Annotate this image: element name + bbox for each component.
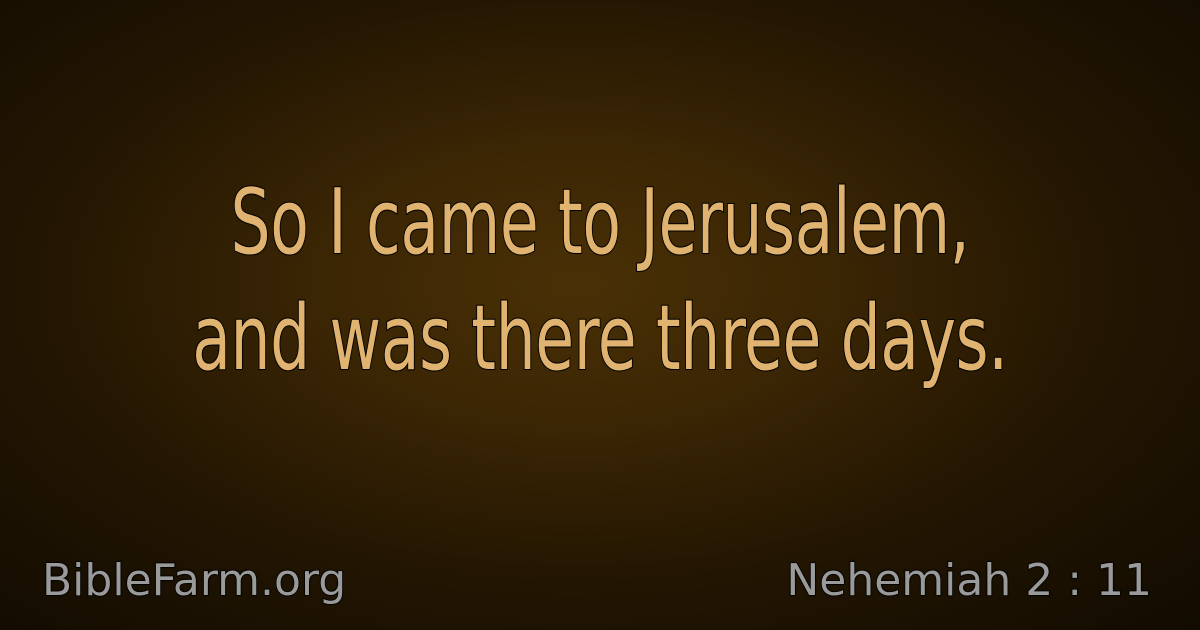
- verse-line-2: and was there three days.: [192, 286, 1008, 391]
- verse-line-1: So I came to Jerusalem,: [230, 170, 970, 275]
- verse-reference: Nehemiah 2 : 11: [786, 555, 1152, 606]
- verse-text: [0, 165, 1200, 397]
- site-name: BibleFarm.org: [42, 555, 347, 606]
